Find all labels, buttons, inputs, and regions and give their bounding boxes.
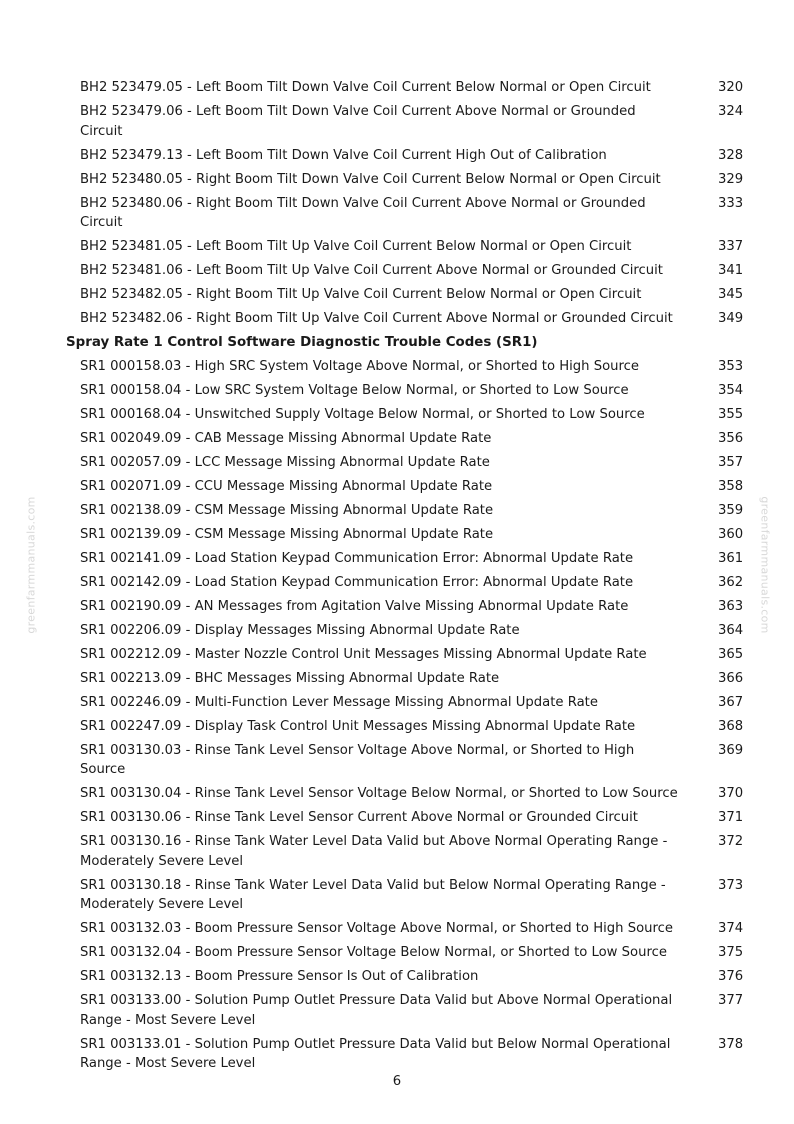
toc-entry-title: SR1 002049.09 - CAB Message Missing Abnormal Update Rate [80,431,492,447]
toc-entry[interactable] [0,235,794,259]
toc-entry[interactable] [0,739,794,782]
toc-entry[interactable] [0,451,794,475]
toc-entry-page: 363 [718,598,744,614]
toc-entry-page: 359 [718,503,744,519]
toc-entry-title: SR1 003132.03 - Boom Pressure Sensor Voltage Above Normal, or Shorted to High Source [80,921,673,937]
toc-entry-title: SR1 002138.09 - CSM Message Missing Abnormal Update Rate [80,503,494,519]
toc-entry-page: 337 [718,239,744,255]
toc-entry-title: SR1 003130.18 - Rinse Tank Water Level Data Valid but Below Normal Operating Range - Moderately Severe Level [80,877,666,913]
toc-entry[interactable] [0,355,794,379]
toc-entry-title: BH2 523481.05 - Left Boom Tilt Up Valve Coil Current Below Normal or Open Circuit [80,239,632,255]
toc-entry[interactable] [0,917,794,941]
toc-entry-title: SR1 002071.09 - CCU Message Missing Abnormal Update Rate [80,479,493,495]
toc-entry-page: 357 [718,455,744,471]
toc-entry[interactable] [0,1032,794,1075]
toc-entry-page: 355 [718,407,744,423]
watermark-right: greenfarmmanuals.com [758,496,772,634]
toc-entry-title: BH2 523480.05 - Right Boom Tilt Down Valve Coil Current Below Normal or Open Circuit [80,171,661,187]
toc-entry[interactable] [0,379,794,403]
toc-entry-title: SR1 003132.13 - Boom Pressure Sensor Is Out of Calibration [80,969,479,985]
toc-entry-page: 329 [718,171,744,187]
toc-entry-page: 341 [718,263,744,279]
toc-entry-title: SR1 000168.04 - Unswitched Supply Voltage Below Normal, or Shorted to Low Source [80,407,645,423]
toc-entry[interactable] [0,830,794,873]
toc-entry[interactable] [0,643,794,667]
toc-entry-page: 368 [718,718,744,734]
toc-entry-page: 366 [718,670,744,686]
toc-entry[interactable] [0,403,794,427]
toc-entry-title: BH2 523480.06 - Right Boom Tilt Down Valve Coil Current Above Normal or Grounded Circuit [80,195,646,231]
toc-entry[interactable] [0,571,794,595]
toc-entry-title: SR1 002190.09 - AN Messages from Agitation Valve Missing Abnormal Update Rate [80,598,629,614]
toc-entry-title: BH2 523479.13 - Left Boom Tilt Down Valve Coil Current High Out of Calibration [80,147,607,163]
table-of-contents [0,76,794,1076]
toc-entry-page: 376 [718,969,744,985]
toc-entry-page: 349 [718,311,744,327]
toc-entry-title: SR1 003133.01 - Solution Pump Outlet Pressure Data Valid but Below Normal Operational Range - Most Severe Level [80,1036,671,1072]
toc-entry-page: 354 [718,383,744,399]
toc-entry-title: SR1 003130.03 - Rinse Tank Level Sensor Voltage Above Normal, or Shorted to High Source [80,742,635,778]
toc-entry-page: 324 [718,104,744,120]
toc-entry[interactable] [0,782,794,806]
toc-entry-title: SR1 002213.09 - BHC Messages Missing Abnormal Update Rate [80,670,500,686]
watermark-left: greenfarmmanuals.com [24,496,38,634]
toc-entry-title: SR1 002212.09 - Master Nozzle Control Unit Messages Missing Abnormal Update Rate [80,646,647,662]
toc-entry-page: 320 [718,80,744,96]
toc-entry-title: SR1 003130.16 - Rinse Tank Water Level Data Valid but Above Normal Operating Range - Moderately Severe Level [80,834,668,869]
toc-entry[interactable] [0,715,794,739]
toc-entry-title: SR1 003132.04 - Boom Pressure Sensor Voltage Below Normal, or Shorted to Low Source [80,945,667,961]
toc-entry-title: SR1 000158.03 - High SRC System Voltage Above Normal, or Shorted to High Source [80,359,640,375]
toc-entry-title: SR1 002057.09 - LCC Message Missing Abnormal Update Rate [80,455,490,471]
toc-entry-title: SR1 002246.09 - Multi-Function Lever Message Missing Abnormal Update Rate [80,694,598,710]
toc-entry-page: 374 [718,921,744,937]
toc-entry-title: SR1 003130.04 - Rinse Tank Level Sensor Voltage Below Normal, or Shorted to Low Source [80,786,678,802]
toc-entry[interactable] [0,989,794,1032]
toc-entry-page: 375 [718,945,744,961]
toc-entry[interactable] [0,619,794,643]
page-number: 6 [392,1074,402,1089]
toc-entry-page: 360 [718,527,744,543]
toc-entry-title: Spray Rate 1 Control Software Diagnostic Trouble Codes (SR1) [66,335,538,351]
toc-entry-title: BH2 523482.05 - Right Boom Tilt Up Valve Coil Current Below Normal or Open Circuit [80,287,642,303]
toc-entry[interactable] [0,191,794,234]
toc-entry-title: SR1 002139.09 - CSM Message Missing Abnormal Update Rate [80,527,494,543]
toc-entry-page: 328 [718,147,744,163]
toc-entry-page: 345 [718,287,744,303]
toc-entry[interactable] [0,427,794,451]
toc-entry-page: 362 [718,575,744,590]
toc-entry-title: SR1 002206.09 - Display Messages Missing Abnormal Update Rate [80,622,520,638]
toc-entry-page: 371 [718,810,744,826]
toc-entry-title: BH2 523479.06 - Left Boom Tilt Down Valve Coil Current Above Normal or Grounded Circuit [80,104,636,139]
toc-entry[interactable] [0,595,794,619]
toc-entry-page: 356 [718,431,744,447]
toc-entry-title: SR1 003130.06 - Rinse Tank Level Sensor Current Above Normal or Grounded Circuit [80,810,638,826]
toc-entry-title: BH2 523479.05 - Left Boom Tilt Down Valve Coil Current Below Normal or Open Circuit [80,80,651,96]
toc-entry[interactable] [0,259,794,283]
toc-entry[interactable] [0,965,794,989]
toc-entry-page: 369 [718,742,744,758]
toc-entry-page: 361 [718,551,744,567]
toc-entry-page: 358 [718,479,744,495]
toc-entry-page: 333 [718,195,744,211]
toc-entry-page: 372 [718,834,744,850]
toc-entry[interactable] [0,547,794,571]
toc-entry-page: 364 [718,622,744,638]
toc-entry[interactable] [0,691,794,715]
toc-entry[interactable] [0,806,794,830]
toc-entry-page: 378 [718,1036,744,1052]
toc-entry-page: 370 [718,786,744,802]
toc-entry[interactable] [0,475,794,499]
toc-entry[interactable] [0,76,794,100]
toc-entry[interactable] [0,523,794,547]
toc-entry[interactable] [0,667,794,691]
toc-entry-page: 377 [718,993,744,1009]
toc-entry[interactable] [0,100,794,143]
toc-entry-title: SR1 002141.09 - Load Station Keypad Communication Error: Abnormal Update Rate [80,551,634,567]
toc-entry-title: SR1 002247.09 - Display Task Control Unit Messages Missing Abnormal Update Rate [80,718,636,734]
toc-entry-page: 367 [718,694,744,710]
toc-entry[interactable] [0,283,794,307]
toc-entry-title: SR1 002142.09 - Load Station Keypad Communication Error: Abnormal Update Rate [80,575,634,590]
toc-entry-title: BH2 523482.06 - Right Boom Tilt Up Valve Coil Current Above Normal or Grounded Circuit [80,311,673,327]
toc-entry-page: 373 [718,877,744,893]
toc-entry-page: 353 [718,359,744,375]
toc-entry[interactable] [0,499,794,523]
toc-entry-title: BH2 523481.06 - Left Boom Tilt Up Valve Coil Current Above Normal or Grounded Circuit [80,263,663,279]
toc-entry[interactable] [0,941,794,965]
toc-entry[interactable] [0,874,794,917]
toc-entry-title: SR1 003133.00 - Solution Pump Outlet Pressure Data Valid but Above Normal Operational Range - Most Severe Level [80,993,673,1028]
toc-entry[interactable] [0,143,794,167]
toc-entry-title: SR1 000158.04 - Low SRC System Voltage Below Normal, or Shorted to Low Source [80,383,629,399]
toc-entry-page: 365 [718,646,744,662]
toc-section-heading [0,331,794,355]
toc-entry[interactable] [0,307,794,331]
toc-entry[interactable] [0,167,794,191]
